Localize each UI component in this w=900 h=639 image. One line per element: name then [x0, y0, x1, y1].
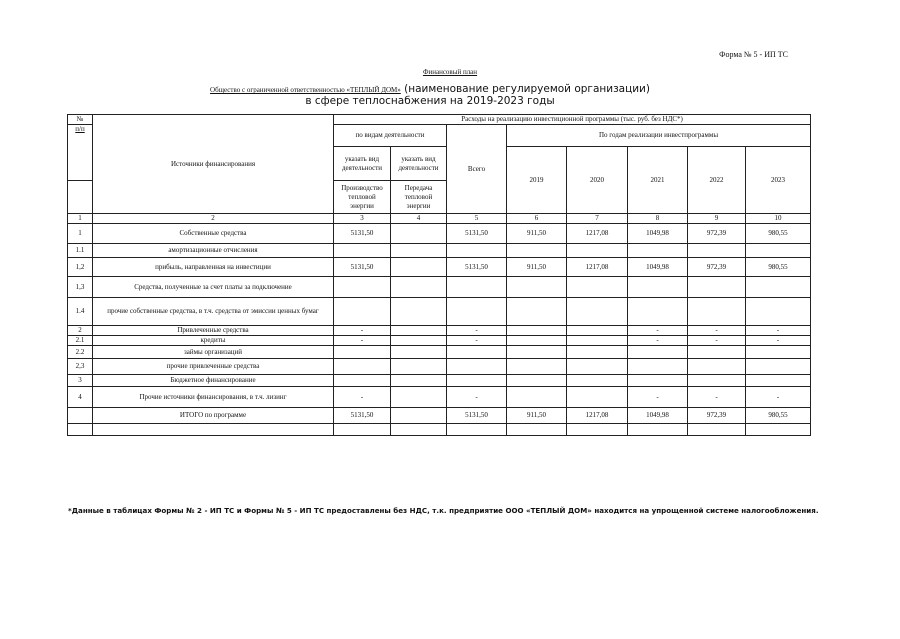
row-number: 2,3: [68, 359, 93, 375]
value-2021: -: [628, 336, 688, 346]
value-2019: 911,50: [507, 408, 567, 424]
row-number: 1,2: [68, 258, 93, 277]
organization-name: Общество с ограниченной ответственностью «ТЕПЛЫЙ ДОМ»: [210, 86, 401, 94]
column-number: 7: [567, 214, 628, 224]
value-2020: [567, 346, 628, 359]
value-2019: [507, 298, 567, 326]
table-row: [68, 277, 811, 298]
value-2021: [628, 424, 688, 436]
value-total: [447, 375, 507, 387]
value-2023: 980,55: [746, 258, 811, 277]
footnote: *Данные в таблицах Формы № 2 - ИП ТС и Формы № 5 - ИП ТС предоставлены без НДС, т.к. предприятие ООО «ТЕПЛЫЙ ДОМ» находится на упрощенной системе налогообложения.: [68, 506, 819, 515]
table-row: [68, 326, 811, 336]
table-row: [68, 224, 811, 244]
source-name: прочие собственные средства, в т.ч. средства от эмиссии ценных бумаг: [93, 298, 334, 326]
header-year: 2021: [628, 147, 688, 214]
value-production: [334, 359, 391, 375]
table-row: [68, 359, 811, 375]
document-subtitle: в сфере теплоснабжения на 2019-2023 годы: [305, 95, 555, 107]
value-production: [334, 298, 391, 326]
value-total: -: [447, 387, 507, 408]
value-2021: [628, 277, 688, 298]
value-2020: 1217,08: [567, 224, 628, 244]
value-total: [447, 359, 507, 375]
value-2020: 1217,08: [567, 258, 628, 277]
value-2023: -: [746, 326, 811, 336]
header-total: Всего: [447, 125, 507, 214]
header-pp-label: п/п: [75, 125, 85, 133]
value-transmission: [391, 359, 447, 375]
value-total: 5131,50: [447, 408, 507, 424]
table-body: [68, 224, 811, 436]
value-transmission: [391, 277, 447, 298]
value-2020: [567, 387, 628, 408]
value-transmission: [391, 244, 447, 258]
source-name: займы организаций: [93, 346, 334, 359]
value-2019: [507, 387, 567, 408]
value-2021: [628, 359, 688, 375]
column-number: 9: [688, 214, 746, 224]
value-2022: [688, 298, 746, 326]
value-2022: [688, 424, 746, 436]
value-transmission: [391, 387, 447, 408]
value-total: 5131,50: [447, 258, 507, 277]
value-2022: [688, 346, 746, 359]
value-2022: [688, 277, 746, 298]
row-number: [68, 408, 93, 424]
value-production: 5131,50: [334, 258, 391, 277]
table-row: [68, 346, 811, 359]
value-transmission: [391, 424, 447, 436]
header-no: №: [68, 115, 93, 125]
value-total: 5131,50: [447, 224, 507, 244]
value-2021: -: [628, 387, 688, 408]
table-header: [68, 115, 811, 224]
source-name: кредиты: [93, 336, 334, 346]
value-2021: [628, 375, 688, 387]
table-row: [68, 387, 811, 408]
organization-note: (наименование регулируемой организации): [400, 83, 650, 95]
value-transmission: [391, 298, 447, 326]
column-number: 3: [334, 214, 391, 224]
source-name: прибыль, направленная на инвестиции: [93, 258, 334, 277]
value-2020: [567, 375, 628, 387]
row-number: 1: [68, 224, 93, 244]
value-2022: -: [688, 336, 746, 346]
header-year: 2019: [507, 147, 567, 214]
table-row: [68, 375, 811, 387]
row-number: 2: [68, 326, 93, 336]
value-production: [334, 244, 391, 258]
header-production: Производство тепловой энергии: [334, 181, 391, 214]
value-production: [334, 424, 391, 436]
value-2020: [567, 336, 628, 346]
financial-plan-table: [67, 114, 811, 436]
document-title: Финансовый план: [422, 68, 478, 76]
table-row: [68, 408, 811, 424]
value-2023: [746, 424, 811, 436]
value-production: -: [334, 387, 391, 408]
row-number: 3: [68, 375, 93, 387]
column-number: 6: [507, 214, 567, 224]
value-2023: [746, 375, 811, 387]
header-year: 2023: [746, 147, 811, 214]
value-2021: 1049,98: [628, 408, 688, 424]
value-transmission: [391, 346, 447, 359]
value-2022: [688, 359, 746, 375]
value-2023: [746, 346, 811, 359]
table-row: [68, 298, 811, 326]
table-row: [68, 424, 811, 436]
value-total: [447, 346, 507, 359]
value-transmission: [391, 336, 447, 346]
header-transmission: Передача тепловой энергии: [391, 181, 447, 214]
value-2022: 972,39: [688, 258, 746, 277]
header-source: Источники финансирования: [93, 115, 334, 214]
form-number: Форма № 5 - ИП ТС: [719, 50, 788, 59]
value-production: [334, 375, 391, 387]
header-year: 2022: [688, 147, 746, 214]
value-2022: [688, 244, 746, 258]
row-number: 1,3: [68, 277, 93, 298]
column-number: 10: [746, 214, 811, 224]
header-expenses: Расходы на реализацию инвестиционной программы (тыс. руб. без НДС*): [334, 115, 811, 125]
value-production: [334, 346, 391, 359]
header-pp: [68, 125, 93, 181]
header-by-activity: по видам деятельности: [334, 125, 447, 147]
row-number: [68, 424, 93, 436]
value-transmission: [391, 408, 447, 424]
column-number: 8: [628, 214, 688, 224]
source-name: Прочие источники финансирования, в т.ч. лизинг: [93, 387, 334, 408]
value-2020: [567, 424, 628, 436]
value-transmission: [391, 224, 447, 244]
value-2023: [746, 277, 811, 298]
source-name: Бюджетное финансирование: [93, 375, 334, 387]
value-2023: [746, 298, 811, 326]
value-total: -: [447, 326, 507, 336]
table-row: [68, 258, 811, 277]
value-production: -: [334, 326, 391, 336]
source-name: Привлеченные средства: [93, 326, 334, 336]
value-2019: [507, 244, 567, 258]
value-2020: [567, 326, 628, 336]
source-name: прочие привлеченные средства: [93, 359, 334, 375]
value-2021: [628, 346, 688, 359]
value-total: -: [447, 336, 507, 346]
value-2019: [507, 277, 567, 298]
value-2022: [688, 375, 746, 387]
row-number: 2.1: [68, 336, 93, 346]
value-transmission: [391, 326, 447, 336]
value-2019: 911,50: [507, 258, 567, 277]
source-name: [93, 424, 334, 436]
value-production: 5131,50: [334, 224, 391, 244]
source-name: Средства, полученные за счет платы за подключение: [93, 277, 334, 298]
value-2019: [507, 424, 567, 436]
value-2023: 980,55: [746, 224, 811, 244]
value-production: [334, 277, 391, 298]
value-total: [447, 244, 507, 258]
value-2019: [507, 375, 567, 387]
value-2023: -: [746, 336, 811, 346]
row-number: 1.1: [68, 244, 93, 258]
value-2020: [567, 359, 628, 375]
value-2021: 1049,98: [628, 224, 688, 244]
value-2019: [507, 346, 567, 359]
source-name: амортизационные отчисления: [93, 244, 334, 258]
value-production: -: [334, 336, 391, 346]
value-total: [447, 424, 507, 436]
value-2022: -: [688, 326, 746, 336]
value-2020: [567, 277, 628, 298]
value-2019: [507, 359, 567, 375]
value-2019: [507, 326, 567, 336]
source-name: Собственные средства: [93, 224, 334, 244]
value-2020: 1217,08: [567, 408, 628, 424]
header-no-spacer: [68, 181, 93, 214]
value-2022: 972,39: [688, 408, 746, 424]
value-2020: [567, 298, 628, 326]
header-activity-1: указать вид деятельности: [334, 147, 391, 181]
row-number: 4: [68, 387, 93, 408]
value-production: 5131,50: [334, 408, 391, 424]
value-2022: 972,39: [688, 224, 746, 244]
value-transmission: [391, 375, 447, 387]
value-2019: [507, 336, 567, 346]
value-total: [447, 298, 507, 326]
value-2023: 980,55: [746, 408, 811, 424]
header-year: 2020: [567, 147, 628, 214]
value-2022: -: [688, 387, 746, 408]
value-2020: [567, 244, 628, 258]
column-number: 1: [68, 214, 93, 224]
value-2019: 911,50: [507, 224, 567, 244]
row-number: 1.4: [68, 298, 93, 326]
value-total: [447, 277, 507, 298]
column-number: 5: [447, 214, 507, 224]
value-2021: -: [628, 326, 688, 336]
value-2021: [628, 244, 688, 258]
value-2021: [628, 298, 688, 326]
header-activity-2: указать вид деятельности: [391, 147, 447, 181]
row-number: 2.2: [68, 346, 93, 359]
column-number: 2: [93, 214, 334, 224]
value-2023: [746, 359, 811, 375]
column-number: 4: [391, 214, 447, 224]
value-transmission: [391, 258, 447, 277]
header-by-year: По годам реализации инвестпрограммы: [507, 125, 811, 147]
table-row: [68, 244, 811, 258]
value-2023: -: [746, 387, 811, 408]
source-name: ИТОГО по программе: [93, 408, 334, 424]
value-2023: [746, 244, 811, 258]
table-row: [68, 336, 811, 346]
value-2021: 1049,98: [628, 258, 688, 277]
